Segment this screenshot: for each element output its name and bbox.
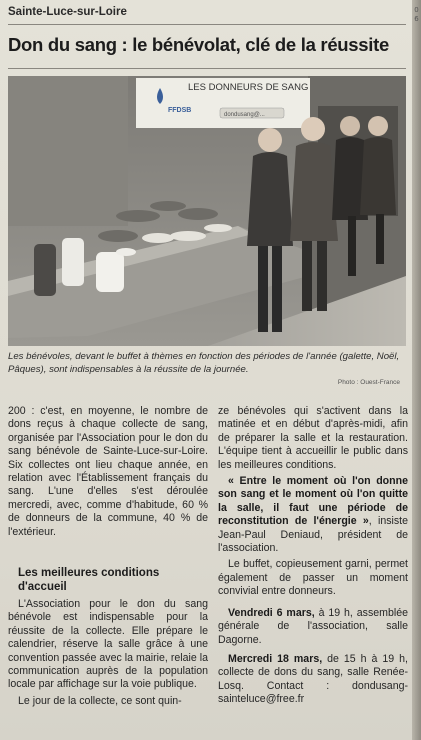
page-edge-text: 0 6 <box>414 6 419 23</box>
page-edge <box>412 0 421 740</box>
quote-attribution: , insiste Jean-Paul Deniaud, président de l'association. <box>218 515 409 555</box>
event-details: de 15 h à 19 h, collecte de dons du sang, salle Renée-Losq. Contact : dondusang-sainteluce@free.fr <box>218 652 408 706</box>
event-listing <box>218 607 408 647</box>
event-listing <box>218 653 408 707</box>
photo-credit: Photo : Ouest-France <box>337 379 400 386</box>
event-date: Vendredi 6 mars, <box>228 606 315 619</box>
event-date: Mercredi 18 mars, <box>228 652 323 665</box>
article-subheading: Les meilleures conditions d'accueil <box>18 567 160 593</box>
article-paragraph: L'Association pour le don du sang bénévole est indispensable pour la réussite de la collecte. Elle prépare le calendrier, réserve la salle grâce à une convention passée avec la mairie, relaie la communication auprès de la population locale par affichage sur la voie publique. <box>8 598 208 691</box>
article-quote-paragraph <box>218 475 408 555</box>
header-rule <box>8 24 406 25</box>
headline-rule <box>8 68 406 69</box>
article-lead-paragraph: 200 : c'est, en moyenne, le nombre de dons reçus à chaque collecte de sang, organisée par l'Association pour le don du sang bénévole de Sainte-Luce-sur-Loire. Six collectes ont lieu chaque année, en relation avec l'Établissement français du sang. L'une d'elles s'est déroulée mercredi, avec, comme d'habitude, 60 % de donneurs de la commune, 40 % de l'extérieur. <box>8 405 208 538</box>
article-column-2 <box>218 405 408 710</box>
quote: « Entre le moment où l'on donne son sang et le moment où l'on quitte la salle, il faut une période de reconstitution de l'énergie » <box>218 475 408 528</box>
banner <box>136 78 310 128</box>
article-photo <box>8 76 406 346</box>
banner-title: LES DONNEURS DE SANG <box>188 82 309 93</box>
article-paragraph: Le jour de la collecte, ce sont quin- <box>18 694 182 707</box>
locality-heading: Sainte-Luce-sur-Loire <box>8 6 127 18</box>
photo-caption: Les bénévoles, devant le buffet à thèmes en fonction des périodes de l'année (galette, Noël, Pâques), sont indispensables à la réussite de la journée. <box>8 351 400 375</box>
banner-subtext: dondusang@... <box>224 112 265 118</box>
article-paragraph: Le buffet, copieusement garni, permet également de passer un moment convivial entre donneurs. <box>218 558 408 598</box>
article-column-1 <box>8 405 208 542</box>
banner-logo: FFDSB <box>168 107 192 114</box>
headline: Don du sang : le bénévolat, clé de la réussite <box>8 34 389 55</box>
article-column-1-continued <box>8 598 208 711</box>
event-details: à 19 h, assemblée générale de l'association, salle Dagorne. <box>218 606 408 646</box>
article-paragraph: ze bénévoles qui s'activent dans la matinée et en début d'après-midi, afin de préparer la salle et la restauration. L'équipe tient à accueillir le public dans les meilleures conditions. <box>218 405 408 471</box>
photo-illustration <box>8 76 406 346</box>
